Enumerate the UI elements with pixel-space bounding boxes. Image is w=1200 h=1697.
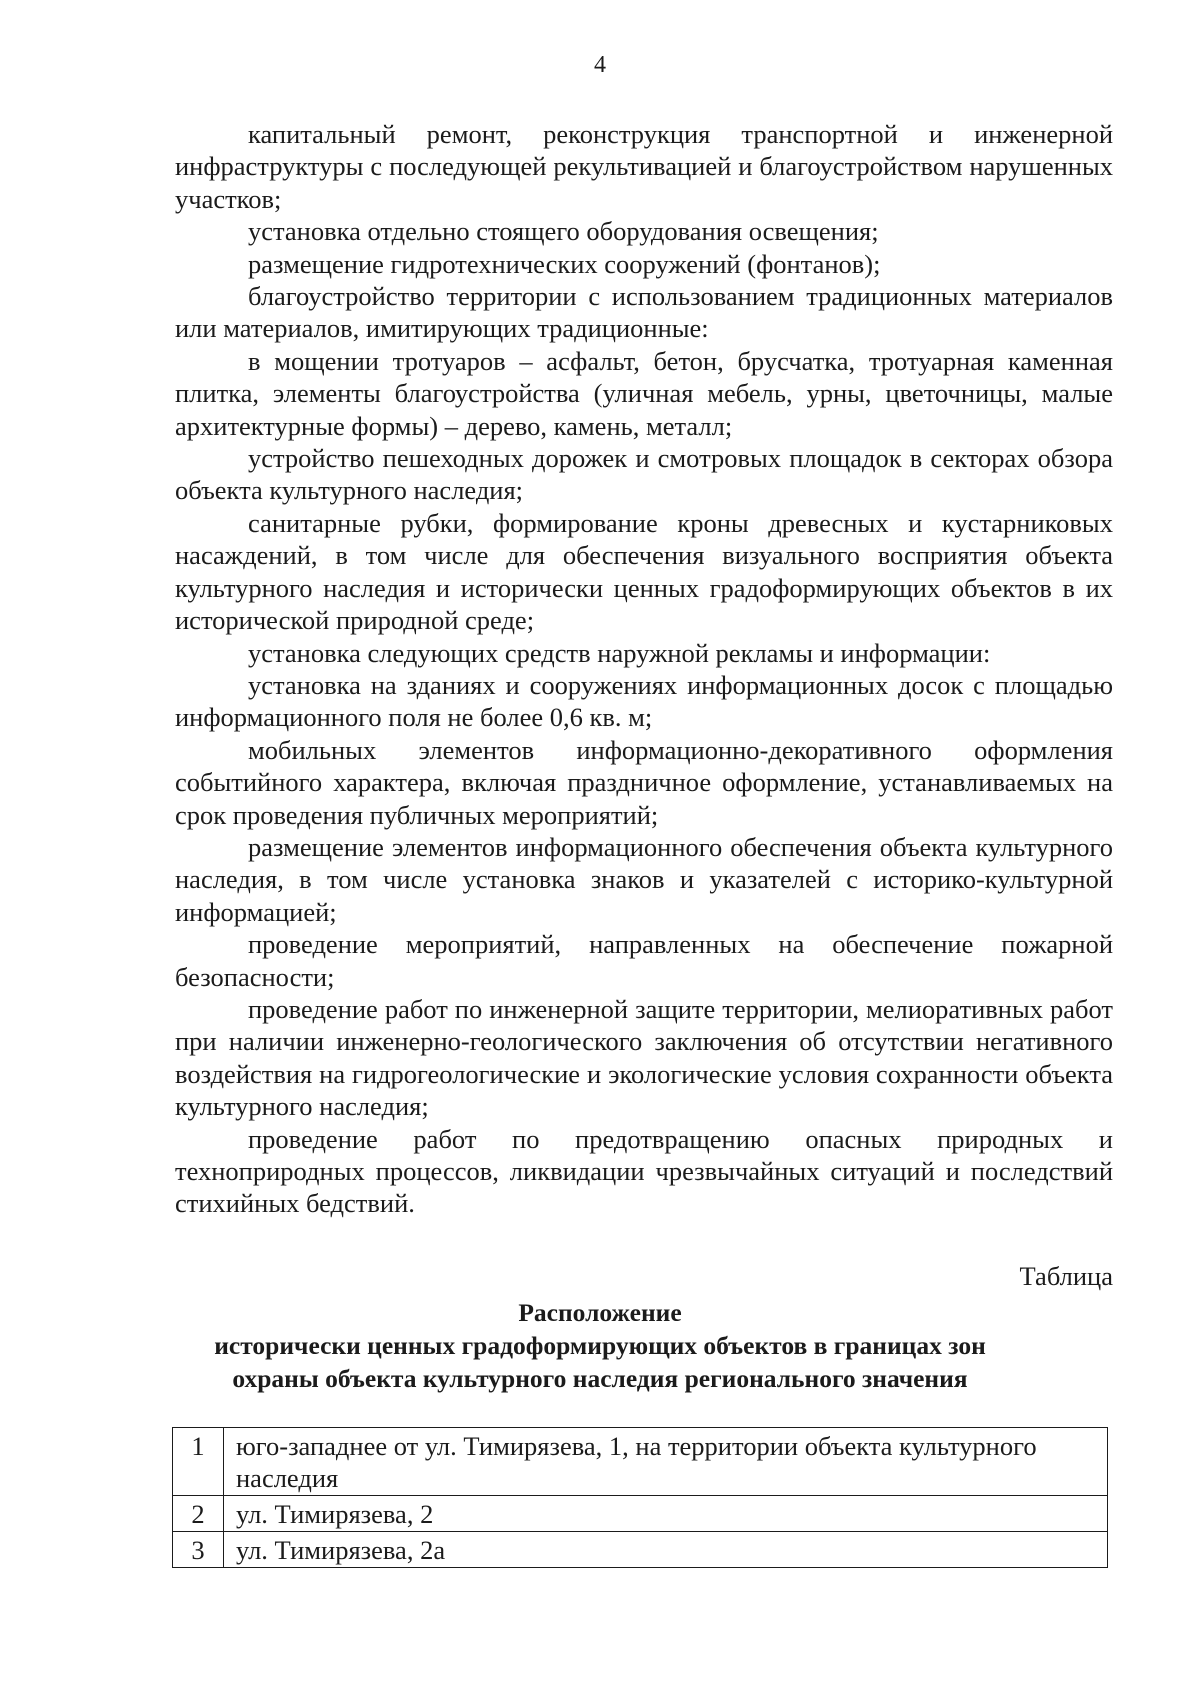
table-title-line: Расположение <box>518 1298 682 1327</box>
locations-table <box>172 1427 1108 1568</box>
paragraph: установка следующих средств наружной рекламы и информации: <box>248 637 991 668</box>
table-row <box>173 1496 1108 1532</box>
paragraph: проведение работ по инженерной защите территории, мелиоративных работ при наличии инженерно-геологического заключения об отсутствии негативного воздействия на гидрогеологические и экологические условия сохранности объекта культурного наследия; <box>175 993 1113 1122</box>
paragraph: благоустройство территории с использованием традиционных материалов или материалов, имитирующих традиционные: <box>175 281 1113 344</box>
paragraph: проведение работ по предотвращению опасных природных и техноприродных процессов, ликвидации чрезвычайных ситуаций и последствий стихийных бедствий. <box>175 1123 1113 1219</box>
row-location: ул. Тимирязева, 2 <box>224 1496 1108 1532</box>
page-number: 4 <box>594 52 606 78</box>
paragraph: проведение мероприятий, направленных на обеспечение пожарной безопасности; <box>175 929 1113 992</box>
row-location: ул. Тимирязева, 2а <box>224 1532 1108 1568</box>
row-location: юго-западнее от ул. Тимирязева, 1, на территории объекта культурного наследия <box>224 1428 1108 1496</box>
paragraph: устройство пешеходных дорожек и смотровых площадок в секторах обзора объекта культурного наследия; <box>175 443 1113 506</box>
paragraph: мобильных элементов информационно-декоративного оформления событийного характера, включая праздничное оформление, устанавливаемых на срок проведения публичных мероприятий; <box>175 734 1113 830</box>
paragraph: установка отдельно стоящего оборудования освещения; <box>248 216 879 247</box>
table-label: Таблица <box>1019 1261 1113 1291</box>
row-number: 3 <box>173 1532 224 1568</box>
paragraph: в мощении тротуаров – асфальт, бетон, брусчатка, тротуарная каменная плитка, элементы благоустройства (уличная мебель, урны, цветочницы, малые архитектурные формы) – дерево, камень, металл; <box>175 345 1113 441</box>
row-number: 1 <box>173 1428 224 1496</box>
row-number: 2 <box>173 1496 224 1532</box>
paragraph: установка на зданиях и сооружениях информационных досок с площадью информационного поля не более 0,6 кв. м; <box>175 669 1113 733</box>
table-row <box>173 1532 1108 1568</box>
paragraph: размещение гидротехнических сооружений (фонтанов); <box>248 248 881 279</box>
table-title <box>150 1296 1050 1395</box>
paragraph: размещение элементов информационного обеспечения объекта культурного наследия, в том числе установка знаков и указателей с историко-культурной информацией; <box>175 831 1113 927</box>
paragraph: санитарные рубки, формирование кроны древесных и кустарниковых насаждений, в том числе для обеспечения визуального восприятия объекта культурного наследия и исторически ценных градоформирующих объектов в их исторической природной среде; <box>175 507 1113 636</box>
table-title-line: исторически ценных градоформирующих объектов в границах зон <box>214 1331 986 1360</box>
table-row <box>173 1428 1108 1496</box>
table-title-line: охраны объекта культурного наследия регионального значения <box>232 1364 968 1393</box>
body-text <box>175 118 1113 1220</box>
paragraph: капитальный ремонт, реконструкция транспортной и инженерной инфраструктуры с последующей рекультивацией и благоустройством нарушенных участков; <box>175 119 1113 214</box>
